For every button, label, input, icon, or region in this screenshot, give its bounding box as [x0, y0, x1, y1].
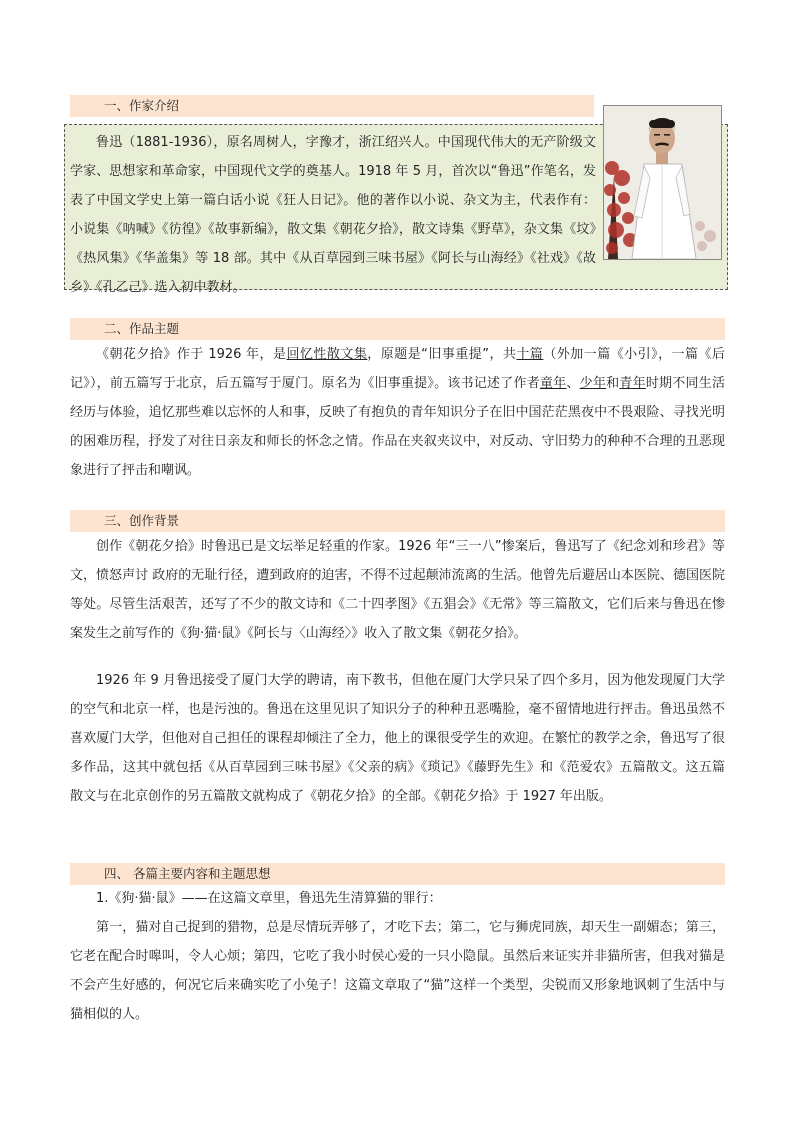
author-portrait-image	[603, 105, 722, 260]
background-paragraph-2: 1926 年 9 月鲁迅接受了厦门大学的聘请，南下教书，但他在厦门大学只呆了四个多月，因为他发现厦门大学的空气和北京一样，也是污浊的。鲁迅在这里见识了知识分子的种种丑恶嘴脸，毫不留情地进行抨击。鲁迅虽然不喜欢厦门大学，但他对自己担任的课程却倾注了全力，他上的课很受学生的欢迎。在繁忙的教学之余，鲁迅写了很多作品，这其中就包括《从百草园到三味书屋》《父亲的病》《琐记》《藤野先生》和《范爱农》五篇散文。这五篇散文与在北京创作的另五篇散文就构成了《朝花夕拾》的全部。《朝花夕拾》于 1927 年出版。	[70, 673, 725, 804]
underlined-term: 回忆性散文集	[286, 347, 368, 362]
section-heading-theme: 二、作品主题	[70, 318, 725, 340]
portrait-illustration	[604, 106, 721, 259]
background-paragraph-1: 创作《朝花夕拾》时鲁迅已是文坛举足轻重的作家。1926 年“三一八”惨案后，鲁迅写了《纪念刘和珍君》等文，愤怒声讨 政府的无耻行径，遭到政府的迫害，不得不过起颠沛流离的生活。他曾先后避居山本医院、德国医院等处。尽管生活艰苦，还写了不少的散文诗和《二十四孝图》《五猖会》《无常》等三篇散文，它们后来与鲁迅在惨案发生之前写作的《狗·猫·鼠》《阿长与〈山海经〉》收入了散文集《朝花夕拾》。	[70, 539, 725, 641]
section-heading-chapters: 四、 各篇主要内容和主题思想	[70, 863, 725, 885]
section-heading-background: 三、创作背景	[70, 510, 725, 532]
underlined-term: 童年	[539, 376, 567, 391]
underlined-term: 十篇	[516, 347, 544, 362]
section-heading-author-intro: 一、作家介绍	[70, 95, 594, 117]
underlined-term: 少年	[579, 376, 607, 391]
author-intro-text: 鲁迅（1881-1936），原名周树人，字豫才，浙江绍兴人。中国现代伟大的无产阶级文学家、思想家和革命家，中国现代文学的奠基人。1918 年 5 月，首次以“鲁迅”作笔名，发表了中国文学史上第一篇白话小说《狂人日记》。他的著作以小说、杂文为主，代表作有：小说集《呐喊》《彷徨》《故事新编》，散文集《朝花夕拾》，散文诗集《野草》，杂文集《坟》《热风集》《华盖集》等 18 部。其中《从百草园到三味书屋》《阿长与山海经》《社戏》《故乡》《孔乙己》选入初中教材。	[70, 135, 596, 295]
chapter-item-title: 1.《狗·猫·鼠》——在这篇文章里，鲁迅先生清算猫的罪行：	[96, 891, 442, 906]
chapter-item-body: 第一，猫对自己捉到的猎物，总是尽情玩弄够了，才吃下去；第二，它与狮虎同族，却天生一副媚态；第三，它老在配合时嗥叫，令人心烦；第四，它吃了我小时侯心爱的一只小隐鼠。虽然后来证实并非猫所害，但我对猫是不会产生好感的，何况它后来确实吃了小兔子！这篇文章取了“猫”这样一个类型，尖锐而又形象地讽刺了生活中与猫相似的人。	[70, 920, 725, 1022]
theme-paragraph: 《朝花夕拾》作于 1926 年，是回忆性散文集，原题是“旧事重提”，共十篇（外加一篇《小引》，一篇《后记》），前五篇写于北京，后五篇写于厦门。原名为《旧事重提》。该书记述了作者童年、少年和青年时期不同生活经历与体验，追忆那些难以忘怀的人和事，反映了有抱负的青年知识分子在旧中国茫茫黑夜中不畏艰险、寻找光明的困难历程，抒发了对往日亲友和师长的怀念之情。作品在夹叙夹议中，对反动、守旧势力的种种不合理的丑恶现象进行了抨击和嘲讽。	[70, 347, 725, 478]
underlined-term: 青年	[619, 376, 646, 391]
